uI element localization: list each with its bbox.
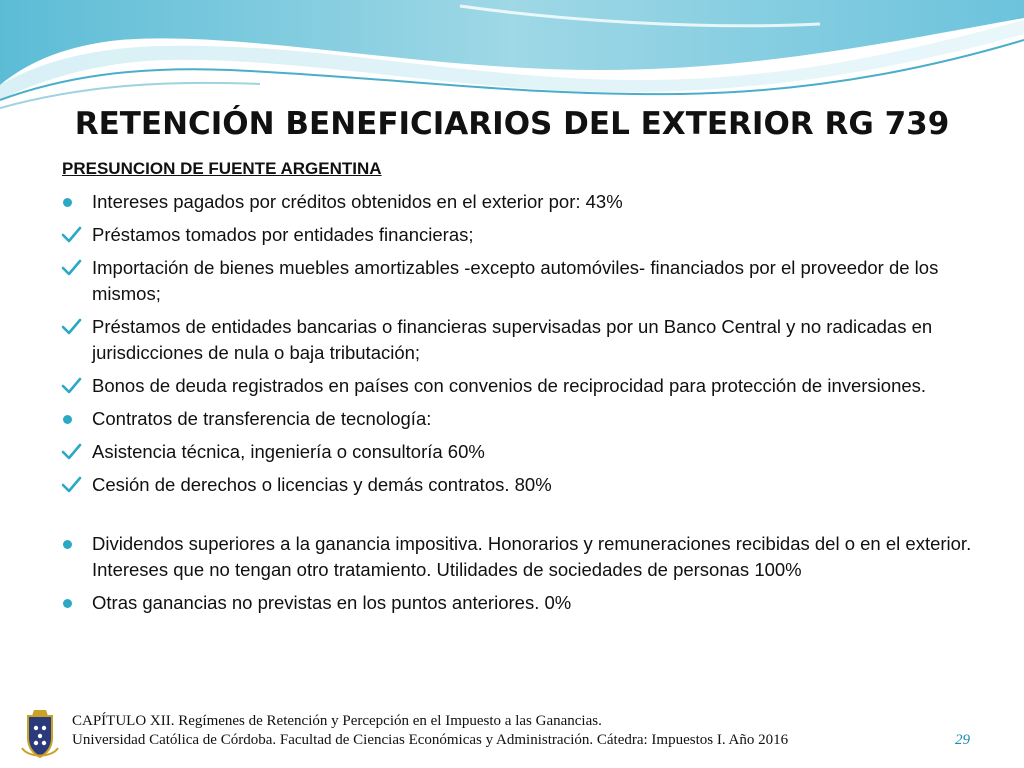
list-item: Cesión de derechos o licencias y demás contratos. 80% [62, 472, 972, 498]
list-item: Contratos de transferencia de tecnología: [62, 406, 972, 432]
checkmark-icon [62, 439, 84, 465]
section-heading: PRESUNCION DE FUENTE ARGENTINA [62, 159, 382, 178]
list-item: Dividendos superiores a la ganancia impositiva. Honorarios y remuneraciones recibidas del o en el exterior. Intereses que no tengan otro tratamiento. Utilidades de sociedades de personas 100% [62, 531, 972, 583]
checkmark-icon [62, 255, 84, 281]
university-crest-icon [20, 708, 60, 760]
checkmark-icon [62, 314, 84, 340]
slide-content [62, 156, 972, 623]
page-number: 29 [955, 732, 970, 748]
footer-line-chapter: CAPÍTULO XII. Regímenes de Retención y Percepción en el Impuesto a las Ganancias. [72, 713, 602, 729]
bullet-icon [62, 406, 84, 432]
list-item: Importación de bienes muebles amortizables -excepto automóviles- financiados por el proveedor de los mismos; [62, 255, 972, 307]
checkmark-icon [62, 373, 84, 399]
footer-text [72, 712, 788, 750]
bullet-icon [62, 590, 84, 616]
slide-title: RETENCIÓN BENEFICIARIOS DEL EXTERIOR RG 739 [74, 106, 950, 142]
bullet-icon [62, 189, 84, 215]
bullet-icon [62, 531, 84, 557]
list-item: Asistencia técnica, ingeniería o consultoría 60% [62, 439, 972, 465]
slide-footer [0, 700, 1024, 768]
checkmark-icon [62, 222, 84, 248]
checkmark-icon [62, 472, 84, 498]
list-item: Préstamos de entidades bancarias o financieras supervisadas por un Banco Central y no radicadas en jurisdicciones de nula o baja tributación; [62, 314, 972, 366]
list-item: Bonos de deuda registrados en países con convenios de reciprocidad para protección de inversiones. [62, 373, 972, 399]
list-item: Otras ganancias no previstas en los puntos anteriores. 0% [62, 590, 972, 616]
footer-line-university: Universidad Católica de Córdoba. Facultad de Ciencias Económicas y Administración. Cátedra: Impuestos I. Año 2016 [72, 732, 789, 748]
list-item: Intereses pagados por créditos obtenidos en el exterior por: 43% [62, 189, 972, 215]
list-item: Préstamos tomados por entidades financieras; [62, 222, 972, 248]
